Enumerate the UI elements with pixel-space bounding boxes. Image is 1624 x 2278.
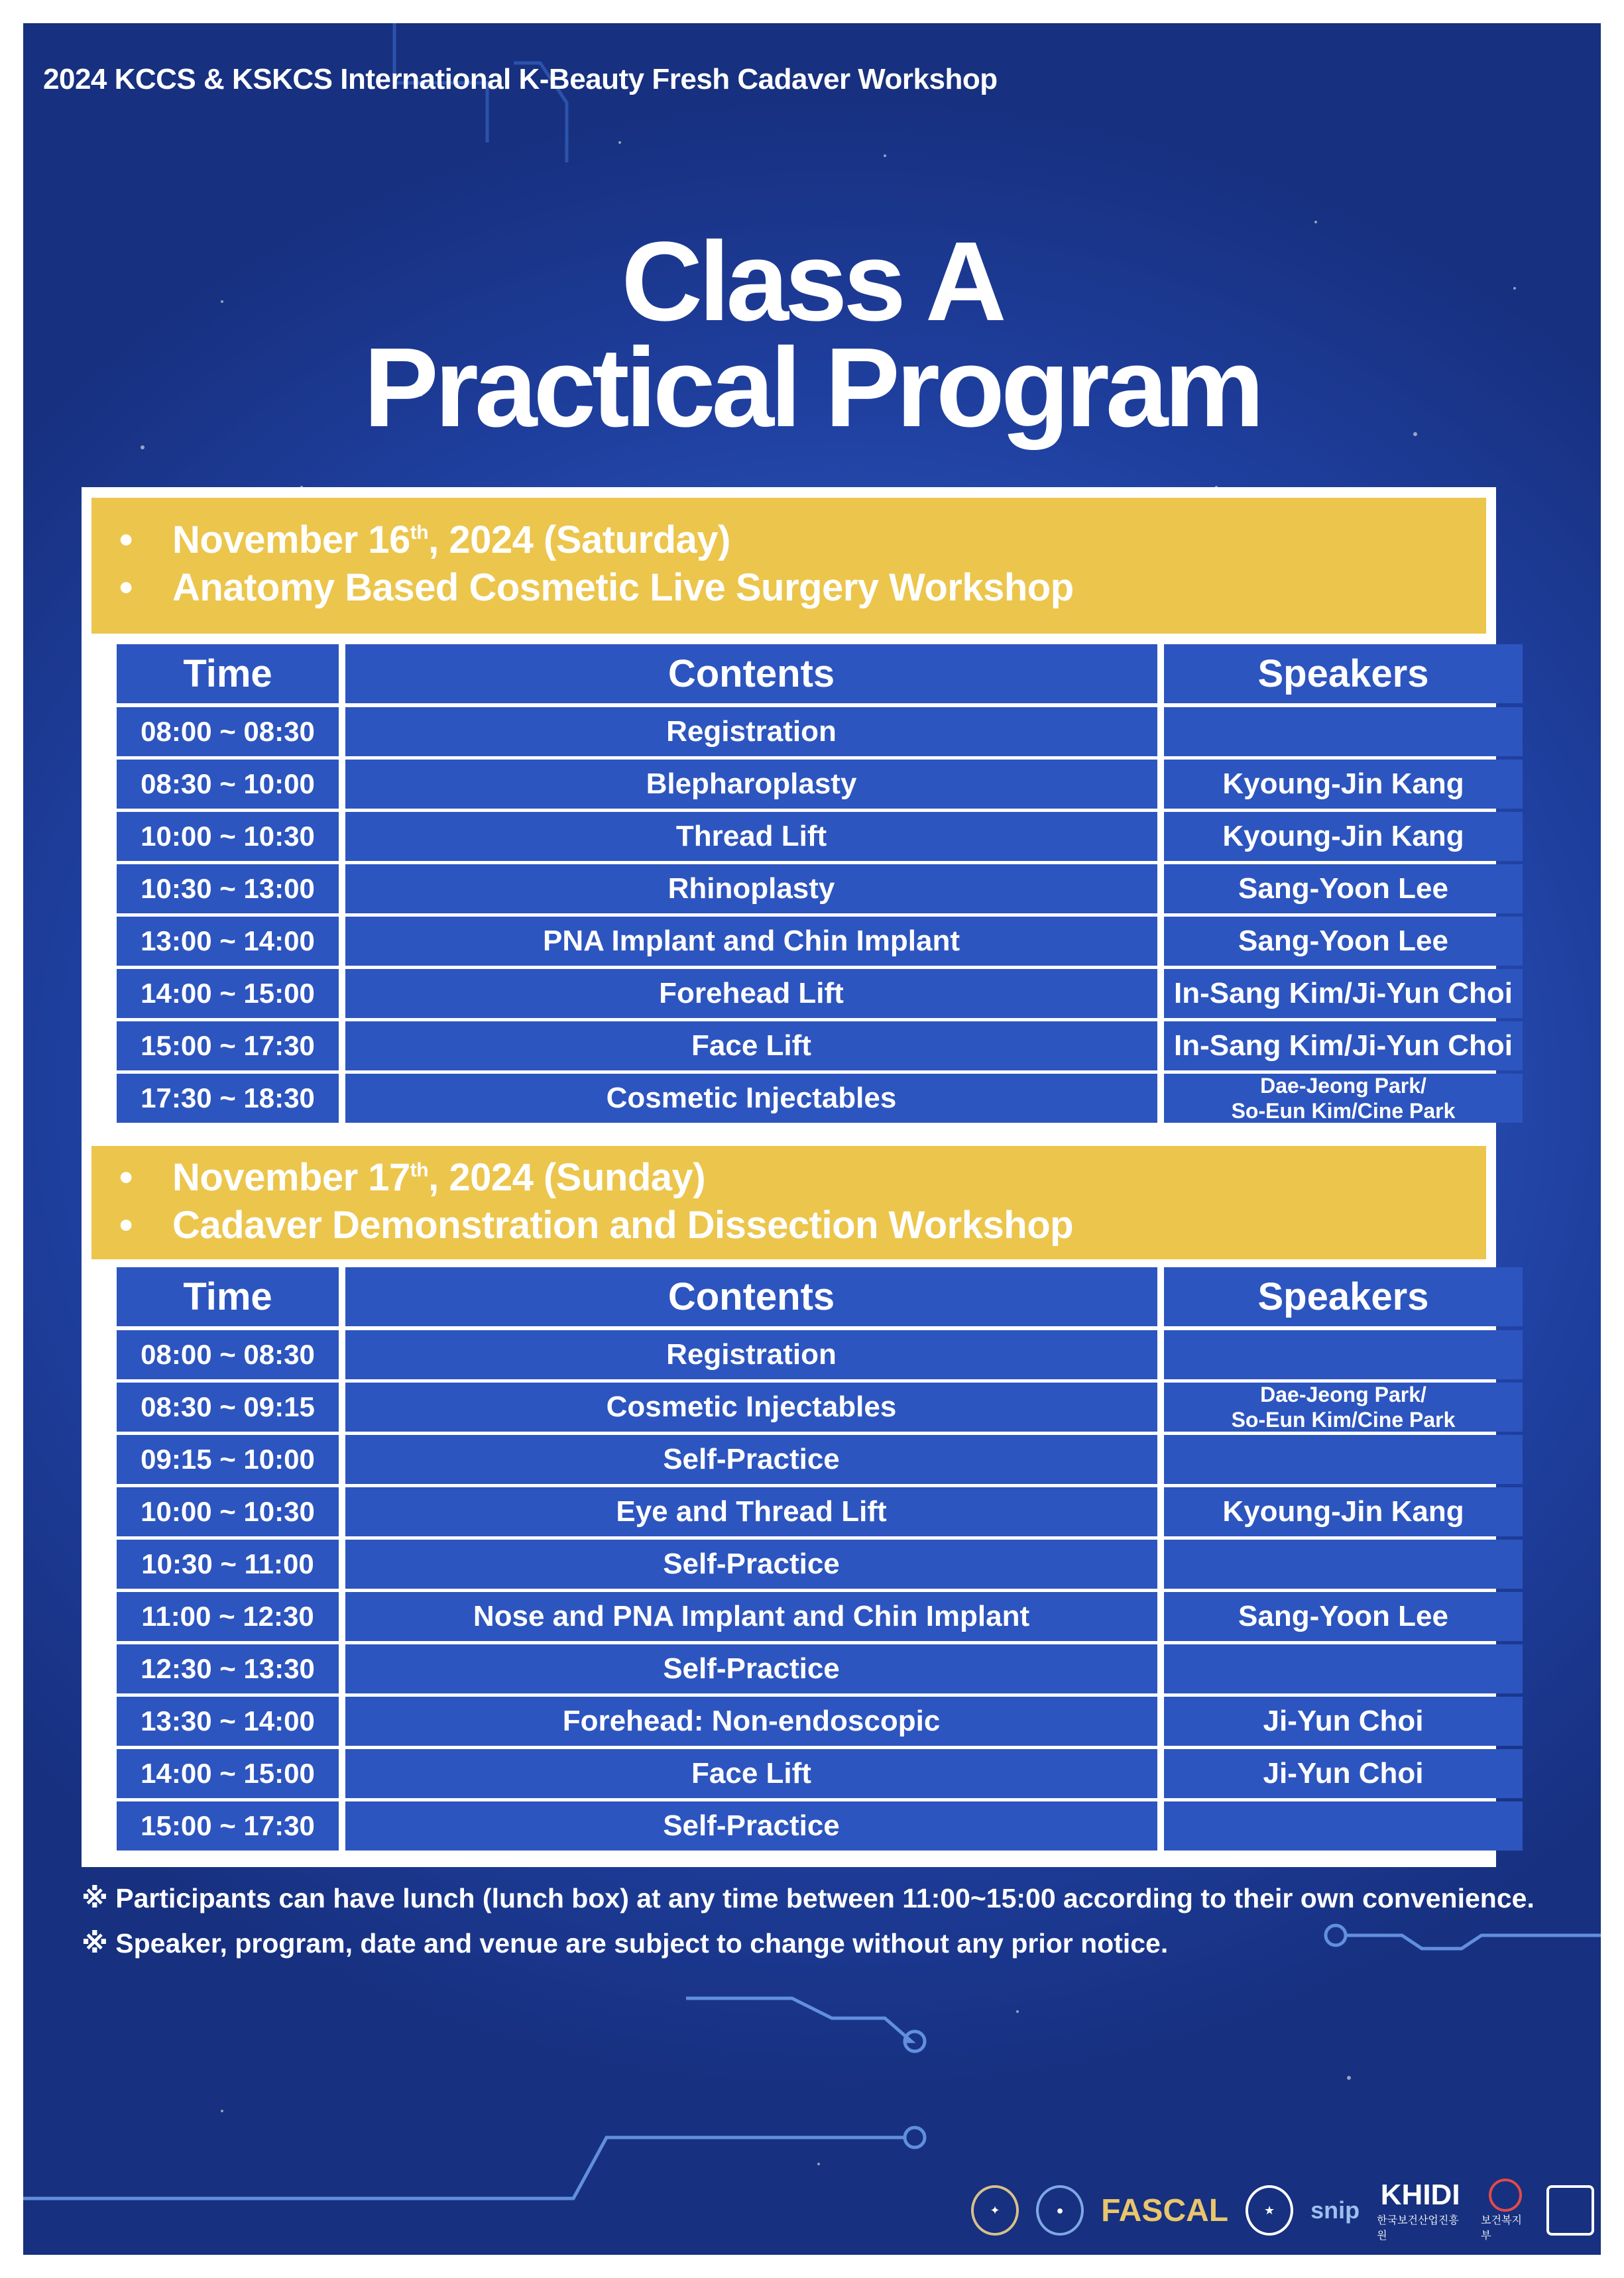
day2-date-suffix: , 2024 (Sunday) [428, 1156, 706, 1199]
sponsor-logos [971, 2174, 1594, 2247]
speaker-cell: Ji-Yun Choi [1164, 1749, 1523, 1798]
day2-date-line [119, 1155, 705, 1200]
day1-subtitle: Anatomy Based Cosmetic Live Surgery Workshop [172, 566, 1074, 609]
title-line-2: Practical Program [363, 325, 1261, 451]
header-contents: Contents [345, 1267, 1157, 1326]
time-cell: 10:30 ~ 11:00 [117, 1540, 339, 1589]
circuit-lines [23, 1925, 1601, 2198]
taegeuk-icon [1489, 2179, 1522, 2212]
time-cell: 11:00 ~ 12:30 [117, 1592, 339, 1641]
header-time: Time [117, 1267, 339, 1326]
content-cell: Self-Practice [345, 1435, 1157, 1484]
speaker-cell [1164, 1644, 1523, 1693]
time-cell: 13:30 ~ 14:00 [117, 1697, 339, 1746]
header-time: Time [117, 644, 339, 703]
mohw-logo [1481, 2179, 1529, 2242]
speaker-cell [1164, 1540, 1523, 1589]
day1-date-sup: th [410, 522, 429, 543]
mohw-logo-subtext: 보건복지부 [1481, 2214, 1522, 2242]
time-cell: 14:00 ~ 15:00 [117, 1749, 339, 1798]
speaker-cell: Kyoung-Jin Kang [1164, 760, 1523, 809]
fascal-logo: FASCAL [1101, 2193, 1229, 2228]
content-cell: Face Lift [345, 1749, 1157, 1798]
day1-date-suffix: , 2024 (Saturday) [428, 518, 730, 561]
speaker-cell [1164, 1383, 1523, 1432]
content-cell: Face Lift [345, 1021, 1157, 1070]
content-cell: PNA Implant and Chin Implant [345, 917, 1157, 966]
content-cell: Registration [345, 707, 1157, 756]
title-line-1: Class A [621, 219, 1003, 345]
day1-subtitle-line [119, 565, 1074, 610]
building-emblem-icon [1546, 2185, 1594, 2236]
time-cell: 08:30 ~ 09:15 [117, 1383, 339, 1432]
khidi-logo-text: KHIDI [1380, 2179, 1460, 2211]
time-cell: 17:30 ~ 18:30 [117, 1074, 339, 1123]
time-cell: 08:30 ~ 10:00 [117, 760, 339, 809]
content-cell: Rhinoplasty [345, 864, 1157, 913]
speaker-cell [1164, 1801, 1523, 1851]
khidi-logo-subtext: 한국보건산업진흥원 [1377, 2214, 1459, 2242]
snip-logo: snip [1310, 2196, 1360, 2224]
content-cell: Nose and PNA Implant and Chin Implant [345, 1592, 1157, 1641]
speaker-cell: Sang-Yoon Lee [1164, 864, 1523, 913]
day2-subtitle-line [119, 1203, 1073, 1247]
content-cell: Self-Practice [345, 1644, 1157, 1693]
speaker-cell: Ji-Yun Choi [1164, 1697, 1523, 1746]
bullet-icon: • [119, 518, 133, 561]
event-title: 2024 KCCS & KSKCS International K-Beauty Fresh Cadaver Workshop [43, 63, 998, 95]
bullet-icon: • [119, 1156, 133, 1199]
speaker-line: Dae-Jeong Park/ [1260, 1383, 1426, 1406]
page-title [23, 219, 1601, 451]
time-cell: 09:15 ~ 10:00 [117, 1435, 339, 1484]
content-cell: Forehead: Non-endoscopic [345, 1697, 1157, 1746]
bullet-icon: • [119, 566, 133, 609]
speaker-cell: Sang-Yoon Lee [1164, 1592, 1523, 1641]
content-cell: Registration [345, 1330, 1157, 1379]
speaker-line: So-Eun Kim/Cine Park [1231, 1408, 1456, 1432]
time-cell: 15:00 ~ 17:30 [117, 1801, 339, 1851]
kccs-logo-icon: ● [1036, 2185, 1084, 2236]
day1-date-line [119, 518, 730, 562]
content-cell: Cosmetic Injectables [345, 1383, 1157, 1432]
speaker-cell: Sang-Yoon Lee [1164, 917, 1523, 966]
time-cell: 08:00 ~ 08:30 [117, 707, 339, 756]
content-cell: Blepharoplasty [345, 760, 1157, 809]
time-cell: 10:30 ~ 13:00 [117, 864, 339, 913]
time-cell: 13:00 ~ 14:00 [117, 917, 339, 966]
speaker-cell [1164, 707, 1523, 756]
note-lunch: ※ Participants can have lunch (lunch box) at any time between 11:00~15:00 according to their own convenience. [82, 1883, 1535, 1913]
day2-date-sup: th [410, 1159, 429, 1181]
note-disclaimer: ※ Speaker, program, date and venue are subject to change without any prior notice. [82, 1928, 1169, 1959]
day1-banner [91, 498, 1486, 634]
time-cell: 14:00 ~ 15:00 [117, 969, 339, 1018]
header-speakers: Speakers [1164, 644, 1523, 703]
time-cell: 12:30 ~ 13:30 [117, 1644, 339, 1693]
day2-date-prefix: November 17 [172, 1156, 410, 1199]
speaker-cell [1164, 1330, 1523, 1379]
content-cell: Eye and Thread Lift [345, 1487, 1157, 1536]
bullet-icon: • [119, 1204, 133, 1247]
speaker-cell: In-Sang Kim/Ji-Yun Choi [1164, 1021, 1523, 1070]
khidi-logo [1377, 2179, 1464, 2242]
header-contents: Contents [345, 644, 1157, 703]
content-cell: Self-Practice [345, 1801, 1157, 1851]
day2-subtitle: Cadaver Demonstration and Dissection Workshop [172, 1204, 1074, 1247]
time-cell: 10:00 ~ 10:30 [117, 812, 339, 861]
speaker-cell: Kyoung-Jin Kang [1164, 812, 1523, 861]
content-cell: Forehead Lift [345, 969, 1157, 1018]
speaker-line: Dae-Jeong Park/ [1260, 1074, 1426, 1098]
time-cell: 10:00 ~ 10:30 [117, 1487, 339, 1536]
day2-banner [91, 1146, 1486, 1259]
time-cell: 08:00 ~ 08:30 [117, 1330, 339, 1379]
content-cell: Thread Lift [345, 812, 1157, 861]
speaker-cell [1164, 1074, 1523, 1123]
speaker-line: So-Eun Kim/Cine Park [1231, 1099, 1456, 1123]
time-cell: 15:00 ~ 17:30 [117, 1021, 339, 1070]
star-emblem-icon: ★ [1246, 2185, 1293, 2236]
day1-date-prefix: November 16 [172, 518, 410, 561]
speaker-cell [1164, 1435, 1523, 1484]
content-cell: Cosmetic Injectables [345, 1074, 1157, 1123]
speaker-cell: In-Sang Kim/Ji-Yun Choi [1164, 969, 1523, 1018]
society-seal-icon: ✦ [971, 2185, 1019, 2236]
header-speakers: Speakers [1164, 1267, 1523, 1326]
speaker-cell: Kyoung-Jin Kang [1164, 1487, 1523, 1536]
content-cell: Self-Practice [345, 1540, 1157, 1589]
